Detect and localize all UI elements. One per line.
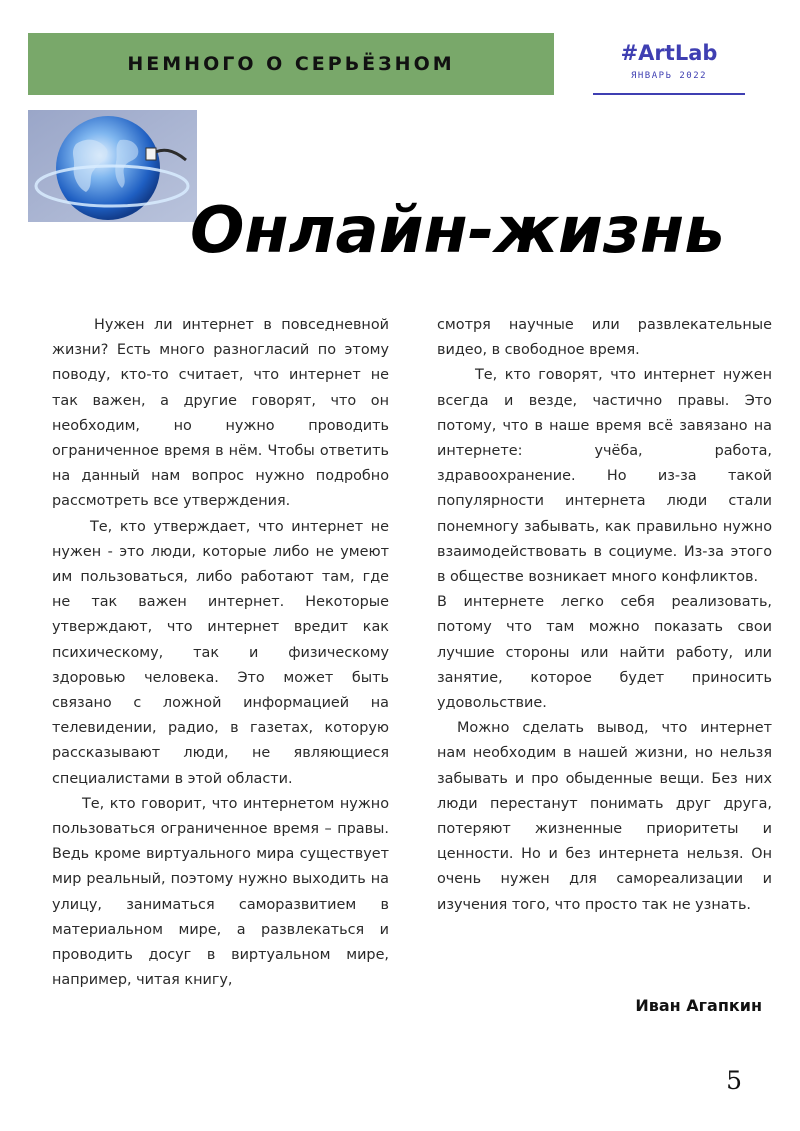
article-author: Иван Агапкин xyxy=(635,996,762,1015)
paragraph: Те, кто говорит, что интернетом нужно пользоваться ограниченное время – правы. Ведь кроме виртуального мира существует мир реальный, поэтому нужно выходить на улицу, заниматься саморазвитием в материальном мире, а развлекаться и проводить досуг в виртуальном мире, например, читая книгу, xyxy=(52,795,389,989)
article-right-column xyxy=(437,313,772,918)
paragraph: Те, кто утверждает, что интернет не нужен - это люди, которые либо не умеют им пользоваться, либо работают там, где не так важен интернет. Некоторые утверждают, что интернет вредит как психическому, так и физическому здоровью человека. Это может быть связано с ложной информацией на телевидении, радио, в газетах, которую рассказывают люди, не являющиеся специалистами в этой области. xyxy=(52,518,389,787)
brand-block xyxy=(593,40,745,81)
article-title: Онлайн-жизнь xyxy=(190,194,725,268)
paragraph: В интернете легко себя реализовать, потому что там можно показать свои лучшие стороны или найти работу, или занятие, которое будет приносить удовольствие. xyxy=(437,594,772,712)
paragraph: Можно сделать вывод, что интернет нам необходим в нашей жизни, но нельзя забывать и про обыденные вещи. Без них люди перестанут понимать друг друга, потеряют жизненные приоритеты и ценности. Но и без интернета нельзя. Он очень нужен для самореализации и изучения того, что просто так не узнать. xyxy=(437,720,772,913)
article-left-column xyxy=(52,313,389,993)
paragraph: Нужен ли интернет в повседневной жизни? Есть много разногласий по этому поводу, кто-то считает, что интернет не так важен, а другие говорят, что он необходим, но нужно проводить ограниченное время в нём. Чтобы ответить на данный нам вопрос нужно подробно рассмотреть все утверждения. xyxy=(52,317,389,510)
paragraph: Те, кто говорят, что интернет нужен всегда и везде, частично правы. Это потому, что в наше время всё завязано на интернете: учёба, работа, здравоохранение. Но из-за такой популярности интернета люди стали понемногу забывать, как правильно нужно взаимодействовать в социуме. Из-за этого в обществе возникает много конфликтов. xyxy=(437,367,772,586)
globe-network-icon xyxy=(28,110,197,222)
paragraph: смотря научные или развлекательные видео, в свободное время. xyxy=(437,317,772,359)
issue-date: ЯНВАРЬ 2022 xyxy=(630,71,708,81)
page-number: 5 xyxy=(726,1066,742,1095)
section-banner xyxy=(28,33,554,95)
brand-logo: #ArtLab xyxy=(620,41,718,65)
brand-underline xyxy=(593,93,745,95)
section-title: НЕМНОГО О СЕРЬЁЗНОМ xyxy=(127,53,455,75)
